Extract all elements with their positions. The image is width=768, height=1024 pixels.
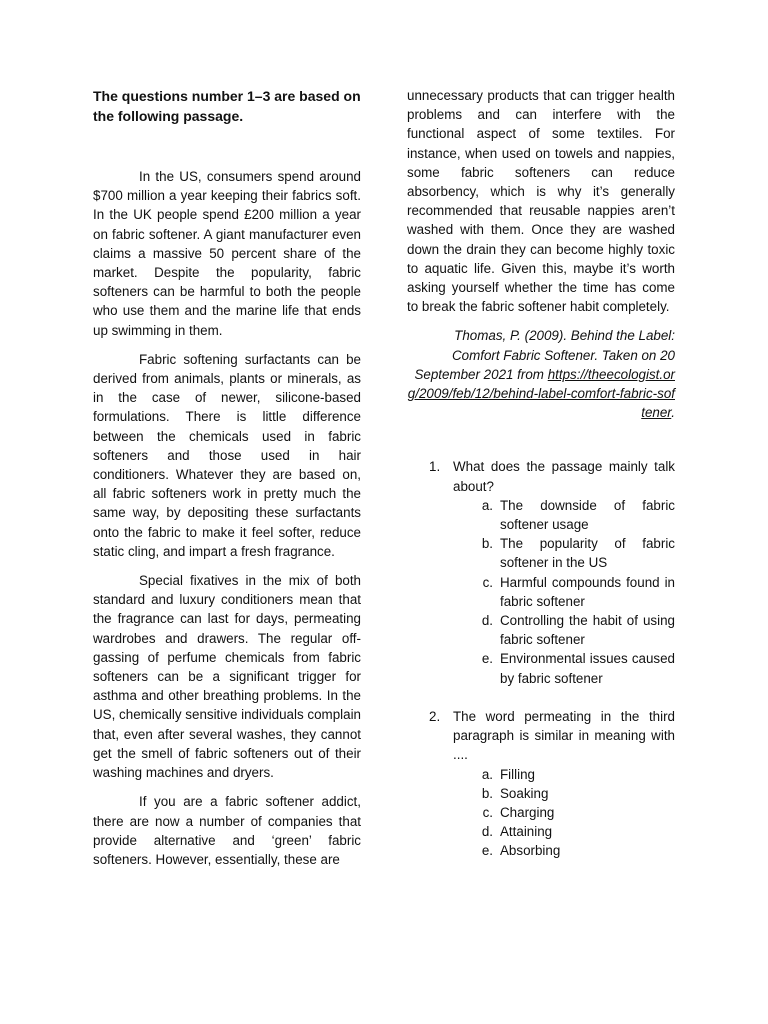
option-label: a. (481, 497, 493, 513)
passage-paragraph-4-end: unnecessary products that can trigger health problems and can interfere with the functional aspect of some textiles. For instance, when used on towels and nappies, some fabric softeners can reduce absorbency, which is why it’s generally recommended that reusable nappies aren’t washed with them. Once they are washed down the drain they can become highly toxic to aquatic life. Given this, maybe it’s worth asking yourself whether the time has come to break the fabric softener habit completely. (407, 88, 675, 315)
question-1 (407, 457, 675, 687)
option-list (453, 496, 675, 688)
option-c[interactable] (453, 803, 675, 822)
option-label: e. (481, 651, 493, 667)
option-label: c. (482, 804, 493, 820)
section-heading: The questions number 1–3 are based on the following passage. (93, 88, 361, 124)
option-a[interactable] (453, 765, 675, 784)
question-text: The word permeating in the third paragraph is similar in meaning with .... (453, 708, 675, 763)
option-b[interactable] (453, 784, 675, 803)
passage-paragraph-4-start: If you are a fabric softener addict, there are now a number of companies that provide alternative and ‘green’ fabric softeners. However, essentially, these are (93, 794, 361, 867)
option-e[interactable] (453, 649, 675, 687)
citation-link[interactable]: https://theecologist.org/2009/feb/12/behind-label-comfort-fabric-softener (407, 366, 675, 421)
option-text: The downside of fabric softener usage (500, 497, 675, 533)
option-label: b. (481, 785, 493, 801)
question-2 (407, 707, 675, 861)
option-list (453, 765, 675, 861)
left-column (93, 86, 361, 879)
citation-text: Thomas, P. (2009). Behind the Label: Comfort Fabric Softener. Taken on 20 September 2021 from (414, 328, 675, 382)
option-text: Soaking (500, 785, 549, 801)
passage-paragraph-2: Fabric softening surfactants can be derived from animals, plants or minerals, as in the case of newer, silicone-based formulations. There is little difference between the chemicals used in fabric softeners and those used in hair conditioners. Whatever they are based on, all fabric softeners work in pretty much the same way, by depositing these surfactants onto the fabric to make it feel softer, reduce static cling, and impart a fresh fragrance. (93, 351, 361, 559)
option-label: c. (482, 574, 493, 590)
option-text: The popularity of fabric softener in the US (500, 536, 675, 571)
option-text: Harmful compounds found in fabric softener (500, 574, 675, 609)
option-label: d. (481, 824, 493, 840)
citation-end: . (671, 405, 675, 421)
option-label: b. (481, 536, 493, 552)
question-number: 2. (429, 708, 441, 724)
option-d[interactable] (453, 611, 675, 649)
right-column (407, 86, 675, 880)
option-label: a. (481, 766, 493, 782)
question-body (453, 457, 675, 687)
option-a[interactable] (453, 496, 675, 534)
option-text: Absorbing (500, 843, 561, 859)
option-e[interactable] (453, 841, 675, 860)
option-b[interactable] (453, 534, 675, 572)
option-label: d. (481, 613, 493, 629)
passage-paragraph-1: In the US, consumers spend around $700 million a year keeping their fabrics soft. In the UK people spend £200 million a year on fabric softener. A giant manufacturer even claims a massive 50 percent share of the market. Despite the popularity, fabric softeners can be harmful to both the people who use them and the marine life that ends up swimming in them. (93, 169, 361, 338)
option-text: Attaining (500, 824, 553, 840)
question-number: 1. (429, 459, 441, 475)
option-text: Environmental issues caused by fabric softener (500, 651, 675, 686)
question-list (407, 457, 675, 860)
passage-paragraph-3: Special fixatives in the mix of both standard and luxury conditioners mean that the fragrance can last for days, permeating wardrobes and drawers. The regular off-gassing of perfume chemicals from fabric softeners can be a significant trigger for asthma and other breathing problems. In the US, chemically sensitive individuals complain that, even after several washes, they cannot get the smell of fabric softeners out of their washing machines and dryers. (93, 573, 361, 781)
option-text: Filling (500, 766, 535, 782)
option-label: e. (481, 843, 493, 859)
citation (407, 326, 675, 422)
option-text: Controlling the habit of using fabric softener (500, 613, 675, 648)
option-c[interactable] (453, 573, 675, 611)
question-body (453, 707, 675, 861)
option-d[interactable] (453, 822, 675, 841)
option-text: Charging (500, 804, 555, 820)
question-text: What does the passage mainly talk about? (453, 459, 675, 494)
